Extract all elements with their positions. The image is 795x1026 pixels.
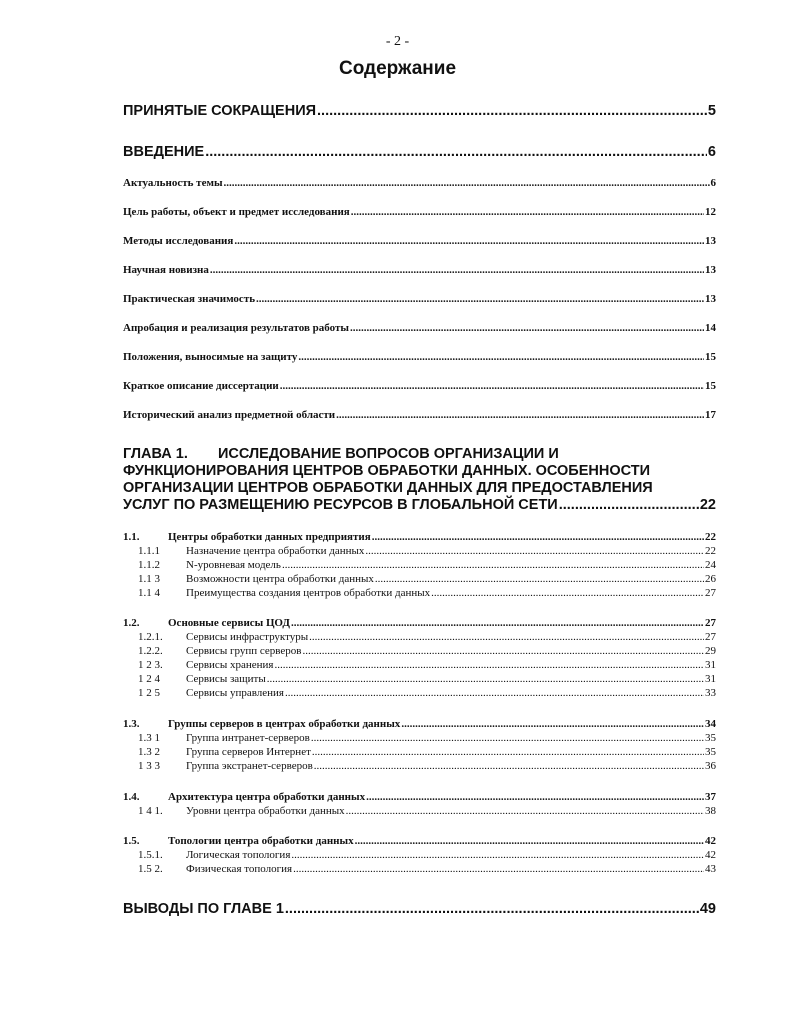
subsection-number: 1.2.1. (138, 631, 163, 643)
leader-dots (355, 835, 704, 847)
toc-entry-label (123, 587, 430, 599)
toc-entry[interactable] (123, 264, 716, 276)
subsection-title: Преимущества создания центров обработки данных (186, 587, 431, 599)
subsection-number: 1.5.1. (138, 849, 163, 861)
section-number: 1.5. (123, 835, 140, 847)
chapter-title-4: УСЛУГ ПО РАЗМЕЩЕНИЮ РЕСУРСОВ В ГЛОБАЛЬНОЙ СЕТИ (123, 497, 558, 513)
leader-dots (401, 718, 704, 730)
subsection-title: Группа серверов Интернет (186, 746, 311, 758)
toc-entry-label (123, 617, 290, 629)
toc-entry-page: 36 (705, 760, 716, 772)
toc-entry-page: 22 (705, 531, 716, 543)
toc-subsection[interactable] (123, 760, 716, 772)
toc-subsection[interactable] (123, 732, 716, 744)
toc-entry-label: ПРИНЯТЫЕ СОКРАЩЕНИЯ (123, 103, 317, 119)
page-number: - 2 - (385, 34, 410, 49)
toc-entry[interactable] (123, 380, 716, 392)
toc-entry[interactable] (123, 177, 716, 189)
toc-entry-label (123, 559, 281, 571)
toc-section[interactable] (123, 531, 716, 543)
leader-dots (365, 545, 704, 557)
toc-entry-label (123, 545, 364, 557)
leader-dots (309, 631, 704, 643)
page-title: Содержание (338, 58, 457, 79)
toc-subsection[interactable] (123, 573, 716, 585)
toc-entry-page: 13 (705, 264, 716, 276)
toc-entry-page: 35 (705, 746, 716, 758)
toc-entry-page: 15 (705, 380, 716, 392)
leader-dots (224, 177, 710, 189)
toc-entry-page: 14 (705, 322, 716, 334)
subsection-title: N-уровневая модель (186, 559, 281, 571)
toc-entry-label: Цель работы, объект и предмет исследования (123, 206, 350, 218)
toc-entry-page: 37 (705, 791, 716, 803)
toc-entry-page: 34 (705, 718, 716, 730)
toc-entry-label (123, 531, 371, 543)
toc-entry-label: Актуальность темы (123, 177, 223, 189)
toc-entry-page: 26 (705, 573, 716, 585)
subsection-title: Группа экстранет-серверов (186, 760, 313, 772)
toc-entry-page: 31 (705, 673, 716, 685)
toc-entry[interactable] (123, 351, 716, 363)
toc-entry-label (123, 863, 292, 875)
leader-dots (336, 409, 704, 421)
subsection-number: 1.1 4 (138, 587, 160, 599)
toc-entry-label (123, 687, 284, 699)
leader-dots (282, 559, 704, 571)
toc-section[interactable] (123, 718, 716, 730)
toc-entry-page: 31 (705, 659, 716, 671)
leader-dots (291, 617, 704, 629)
section-title: Архитектура центра обработки данных (168, 791, 366, 803)
toc-entry-page: 27 (705, 617, 716, 629)
leader-dots (559, 497, 699, 514)
leader-dots (256, 293, 704, 305)
toc-subsection[interactable] (123, 746, 716, 758)
leader-dots (375, 573, 704, 585)
leader-dots (267, 673, 704, 685)
chapter-number: ГЛАВА 1. (123, 446, 188, 462)
subsection-number: 1 2 5 (138, 687, 160, 699)
leader-dots (302, 645, 704, 657)
toc-subsection[interactable] (123, 545, 716, 557)
leader-dots (291, 849, 704, 861)
toc-entry-label (123, 805, 345, 817)
toc-entry-label (123, 573, 374, 585)
toc-entry-page: 29 (705, 645, 716, 657)
leader-dots (431, 587, 704, 599)
toc-chapter-1[interactable] (123, 446, 716, 514)
toc-subsection[interactable] (123, 805, 716, 817)
subsection-title: Сервисы инфраструктуры (186, 631, 309, 643)
toc-entry-page: 22 (705, 545, 716, 557)
toc-section[interactable] (123, 617, 716, 629)
section-title: Основные сервисы ЦОД (168, 617, 291, 629)
section-number: 1.4. (123, 791, 140, 803)
subsection-number: 1.1 3 (138, 573, 160, 585)
toc-entry-page: 33 (705, 687, 716, 699)
toc-entry-page: 43 (705, 863, 716, 875)
subsection-title: Сервисы защиты (186, 673, 266, 685)
toc-entry-page: 24 (705, 559, 716, 571)
subsection-number: 1 3 3 (138, 760, 160, 772)
toc-subsection[interactable] (123, 849, 716, 861)
toc-entry-introduction[interactable] (123, 144, 716, 160)
toc-entry-page: 5 (707, 103, 716, 119)
toc-entry-label (123, 659, 273, 671)
toc-entry-label: Научная новизна (123, 264, 209, 276)
chapter-title-2: ФУНКЦИОНИРОВАНИЯ ЦЕНТРОВ ОБРАБОТКИ ДАННЫХ. ОСОБЕННОСТИ (123, 463, 650, 479)
toc-entry-label (123, 645, 301, 657)
toc-entry-label: Практическая значимость (123, 293, 256, 305)
subsection-number: 1.2.2. (138, 645, 163, 657)
section-number: 1.2. (123, 617, 140, 629)
section-title: Центры обработки данных предприятия (168, 531, 371, 543)
toc-entry-label (123, 673, 266, 685)
toc-entry-page: 13 (705, 235, 716, 247)
toc-entry-page: 27 (705, 631, 716, 643)
leader-dots (280, 380, 704, 392)
subsection-title: Физическая топология (186, 863, 293, 875)
toc-entry-page: 17 (705, 409, 716, 421)
toc-section[interactable] (123, 835, 716, 847)
toc-entry-page: 38 (705, 805, 716, 817)
toc-subsection[interactable] (123, 559, 716, 571)
toc-entry-page: 15 (705, 351, 716, 363)
leader-dots (298, 351, 704, 363)
toc-entry-label: ВЫВОДЫ ПО ГЛАВЕ 1 (123, 901, 284, 917)
toc-entry-chapter1-conclusions[interactable] (123, 901, 716, 917)
toc-entry[interactable] (123, 293, 716, 305)
chapter-title-1: ИССЛЕДОВАНИЕ ВОПРОСОВ ОРГАНИЗАЦИИ И (218, 446, 559, 462)
toc-entry-label (123, 746, 311, 758)
leader-dots (312, 746, 704, 758)
toc-entry-label (123, 760, 313, 772)
chapter-title-3: ОРГАНИЗАЦИИ ЦЕНТРОВ ОБРАБОТКИ ДАННЫХ ДЛЯ ПРЕДОСТАВЛЕНИЯ (123, 480, 653, 496)
subsection-title: Сервисы хранения (186, 659, 274, 671)
toc-entry-label: Положения, выносимые на защиту (123, 351, 298, 363)
chapter-line-1 (123, 446, 716, 463)
section-title: Группы серверов в центрах обработки данных (168, 718, 401, 730)
leader-dots (366, 791, 704, 803)
subsection-title: Назначение центра обработки данных (186, 545, 365, 557)
toc-entry[interactable] (123, 235, 716, 247)
subsection-number: 1.5 2. (138, 863, 163, 875)
toc-entry-label: Краткое описание диссертации (123, 380, 279, 392)
subsection-number: 1 4 1. (138, 805, 163, 817)
toc-entry-label (123, 718, 400, 730)
toc-entry-page: 13 (705, 293, 716, 305)
leader-dots (350, 322, 704, 334)
subsection-number: 1 2 4 (138, 673, 160, 685)
leader-dots (285, 687, 704, 699)
toc-entry-label: Методы исследования (123, 235, 234, 247)
leader-dots (210, 264, 704, 276)
subsection-number: 1.1.2 (138, 559, 160, 571)
toc-subsection[interactable] (123, 687, 716, 699)
toc-section[interactable] (123, 791, 716, 803)
toc-entry-page: 42 (705, 849, 716, 861)
subsection-title: Сервисы групп серверов (186, 645, 302, 657)
toc-entry-page: 12 (705, 206, 716, 218)
toc-subsection[interactable] (123, 673, 716, 685)
section-number: 1.3. (123, 718, 140, 730)
toc-entry-label (123, 791, 365, 803)
leader-dots (372, 531, 704, 543)
toc-entry-page: 6 (707, 144, 716, 160)
toc-entry-label: Исторический анализ предметной области (123, 409, 336, 421)
section-number: 1.1. (123, 531, 140, 543)
toc-entry-label (123, 732, 310, 744)
leader-dots (311, 732, 704, 744)
toc-entry-label: Апробация и реализация результатов работы (123, 322, 349, 334)
chapter-page: 22 (699, 497, 716, 513)
subsection-number: 1.1.1 (138, 545, 160, 557)
subsection-title: Уровни центра обработки данных (186, 805, 345, 817)
toc-entry-page: 35 (705, 732, 716, 744)
toc-subsection[interactable] (123, 659, 716, 671)
toc-entry-page: 6 (710, 177, 716, 189)
leader-dots (346, 805, 704, 817)
toc-entry-label (123, 849, 290, 861)
subsection-title: Группа интранет-серверов (186, 732, 310, 744)
leader-dots (274, 659, 704, 671)
subsection-title: Возможности центра обработки данных (186, 573, 374, 585)
toc-entry-label (123, 835, 354, 847)
toc-subsection[interactable] (123, 863, 716, 875)
chapter-line-4 (123, 497, 716, 514)
leader-dots (293, 863, 704, 875)
subsection-title: Логическая топология (186, 849, 291, 861)
subsection-title: Сервисы управления (186, 687, 284, 699)
leader-dots (317, 103, 707, 119)
toc-entry-label (123, 631, 308, 643)
toc-subsection[interactable] (123, 631, 716, 643)
toc-subsection[interactable] (123, 587, 716, 599)
toc-entry-page: 27 (705, 587, 716, 599)
leader-dots (351, 206, 704, 218)
subsection-number: 1.3 2 (138, 746, 160, 758)
toc-entry[interactable] (123, 206, 716, 218)
toc-entry[interactable] (123, 322, 716, 334)
toc-entry-label: ВВЕДЕНИЕ (123, 144, 205, 160)
toc-entry-page: 49 (699, 901, 716, 917)
toc-entry[interactable] (123, 409, 716, 421)
toc-subsection[interactable] (123, 645, 716, 657)
subsection-number: 1.3 1 (138, 732, 160, 744)
leader-dots (205, 144, 707, 160)
subsection-number: 1 2 3. (138, 659, 163, 671)
toc-entry-page: 42 (705, 835, 716, 847)
section-title: Топологии центра обработки данных (168, 835, 354, 847)
leader-dots (314, 760, 704, 772)
toc-entry-abbreviations[interactable] (123, 103, 716, 119)
leader-dots (234, 235, 704, 247)
leader-dots (285, 901, 699, 917)
